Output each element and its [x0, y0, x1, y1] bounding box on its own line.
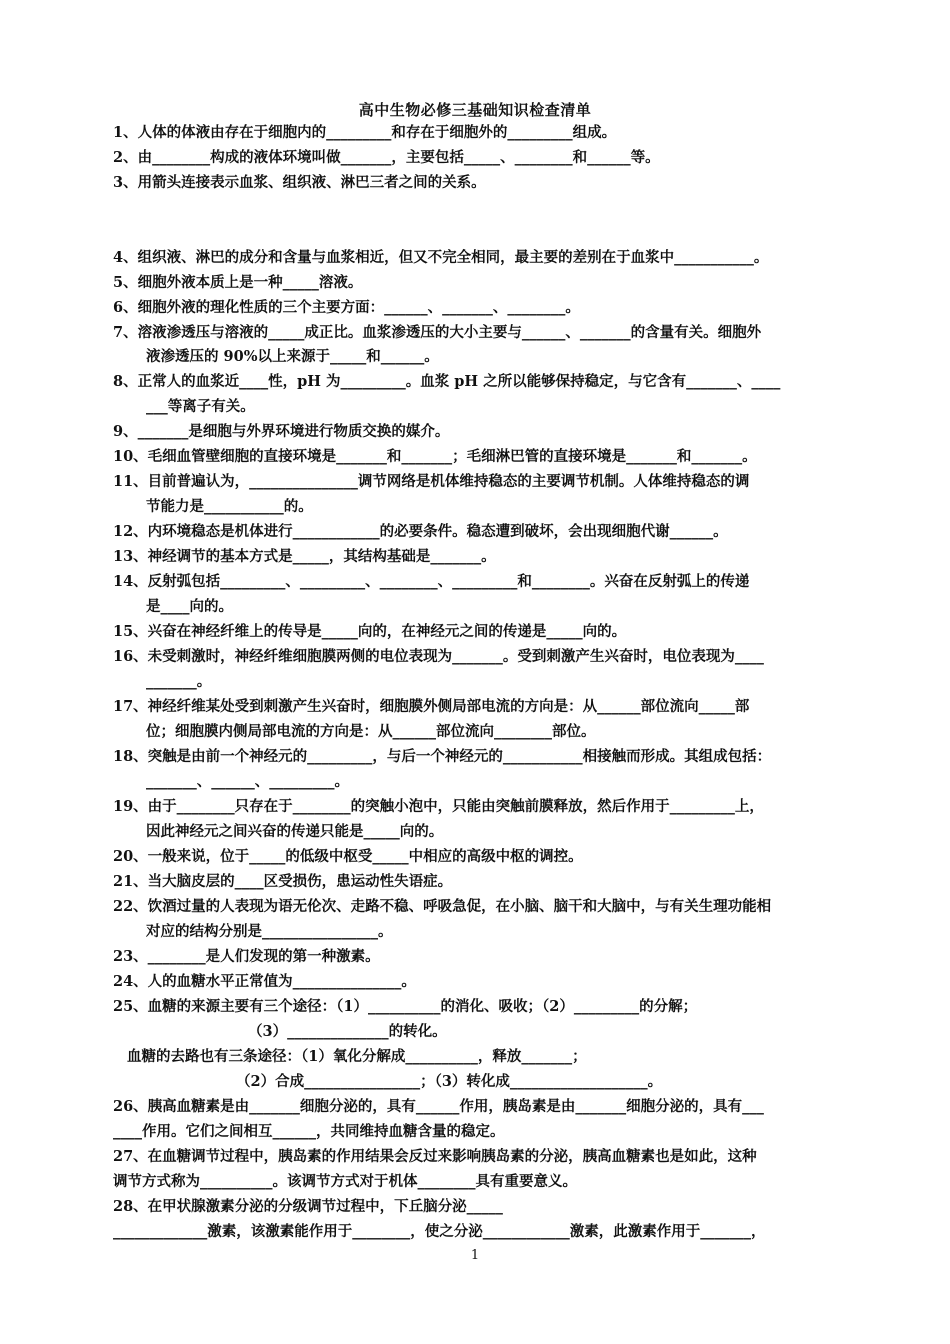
question-8-cont: ___等离子有关。: [146, 398, 255, 415]
question-9: 9、_______是细胞与外界环境进行物质交换的媒介。: [113, 423, 450, 440]
question-22: 22、饮酒过量的人表现为语无伦次、走路不稳、呼吸急促，在小脑、脑干和大脑中，与有关生理功能相: [113, 898, 772, 915]
question-16-cont: _______。: [146, 673, 212, 690]
question-25-sink: 血糖的去路也有三条途径：（1）氧化分解成__________，释放_______；: [127, 1048, 587, 1065]
page-number: 1: [470, 1248, 480, 1263]
question-17: 17、神经纤维某处受到刺激产生兴奋时，细胞膜外侧局部电流的方向是：从______部位流向_____部: [113, 698, 750, 715]
question-19: 19、由于________只存在于________的突触小泡中，只能由突触前膜释放，然后作用于_________上，: [113, 798, 764, 815]
question-17-cont: 位；细胞膜内侧局部电流的方向是：从______部位流向________部位。: [146, 723, 596, 740]
page-title: 高中生物必修三基础知识检查清单: [358, 101, 592, 119]
question-1: 1、人体的体液由存在于细胞内的_________和存在于细胞外的_________组成。: [113, 124, 617, 141]
question-25-source-3: （3）______________的转化。: [248, 1023, 447, 1040]
question-18-cont: _______、______、_________。: [146, 773, 349, 790]
question-26-cont: ____作用。它们之间相互______，共同维持血糖含量的稳定。: [113, 1123, 505, 1140]
question-6: 6、细胞外液的理化性质的三个主要方面：______、_______、________。: [113, 299, 580, 316]
question-22-cont: 对应的结构分别是________________。: [146, 923, 393, 940]
question-24: 24、人的血糖水平正常值为_______________。: [113, 973, 416, 990]
question-8: 8、正常人的血浆近____性，pH 为_________。血浆 pH 之所以能够保持稳定，与它含有_______、____: [113, 373, 781, 390]
question-3: 3、用箭头连接表示血浆、组织液、淋巴三者之间的关系。: [113, 174, 486, 191]
question-27: 27、在血糖调节过程中，胰岛素的作用结果会反过来影响胰岛素的分泌，胰高血糖素也是如此，这种: [113, 1148, 757, 1165]
question-2: 2、由________构成的液体环境叫做_______，主要包括_____、________和______等。: [113, 149, 660, 166]
question-4: 4、组织液、淋巴的成分和含量与血浆相近，但又不完全相同，最主要的差别在于血浆中___________。: [113, 249, 769, 266]
question-19-cont: 因此神经元之间兴奋的传递只能是_____向的。: [146, 823, 444, 840]
question-20: 20、一般来说，位于_____的低级中枢受_____中相应的高级中枢的调控。: [113, 848, 583, 865]
question-26: 26、胰高血糖素是由_______细胞分泌的，具有______作用，胰岛素是由_______细胞分泌的，具有___: [113, 1098, 764, 1115]
question-28-cont: _____________激素，该激素能作用于________，使之分泌____________激素，此激素作用于_______，: [113, 1223, 766, 1240]
question-25-sink-cont: （2）合成________________；（3）转化成___________________。: [236, 1073, 663, 1090]
question-14: 14、反射弧包括_________、_________、________、_________和________。兴奋在反射弧上的传递: [113, 573, 750, 590]
question-15: 15、兴奋在神经纤维上的传导是_____向的，在神经元之间的传递是_____向的。: [113, 623, 627, 640]
question-7: 7、溶液渗透压与溶液的_____成正比。血浆渗透压的大小主要与______、_______的含量有关。细胞外: [113, 324, 762, 341]
question-5: 5、细胞外液本质上是一种_____溶液。: [113, 274, 363, 291]
question-11: 11、目前普遍认为，_______________调节网络是机体维持稳态的主要调节机制。人体维持稳态的调: [113, 473, 750, 490]
question-14-cont: 是____向的。: [146, 598, 233, 615]
question-7-cont: 液渗透压的 90%以上来源于_____和______。: [146, 348, 439, 365]
question-12: 12、内环境稳态是机体进行____________的必要条件。稳态遭到破坏，会出现细胞代谢______。: [113, 523, 728, 540]
question-23: 23、________是人们发现的第一种激素。: [113, 948, 380, 965]
question-18: 18、突触是由前一个神经元的_________，与后一个神经元的___________相接触而形成。其组成包括：: [113, 748, 772, 765]
question-28: 28、在甲状腺激素分泌的分级调节过程中，下丘脑分泌_____: [113, 1198, 503, 1215]
question-11-cont: 节能力是___________的。: [146, 498, 313, 515]
question-21: 21、当大脑皮层的____区受损伤，患运动性失语症。: [113, 873, 453, 890]
question-25: 25、血糖的来源主要有三个途径：（1）__________的消化、吸收；（2）_________的分解；: [113, 998, 698, 1015]
question-27-cont: 调节方式称为__________。该调节方式对于机体________具有重要意义。: [113, 1173, 577, 1190]
question-16: 16、未受刺激时，神经纤维细胞膜两侧的电位表现为_______。受到刺激产生兴奋时，电位表现为____: [113, 648, 764, 665]
question-13: 13、神经调节的基本方式是_____，其结构基础是_______。: [113, 548, 496, 565]
question-10: 10、毛细血管壁细胞的直接环境是_______和_______；毛细淋巴管的直接环境是_______和_______。: [113, 448, 757, 465]
